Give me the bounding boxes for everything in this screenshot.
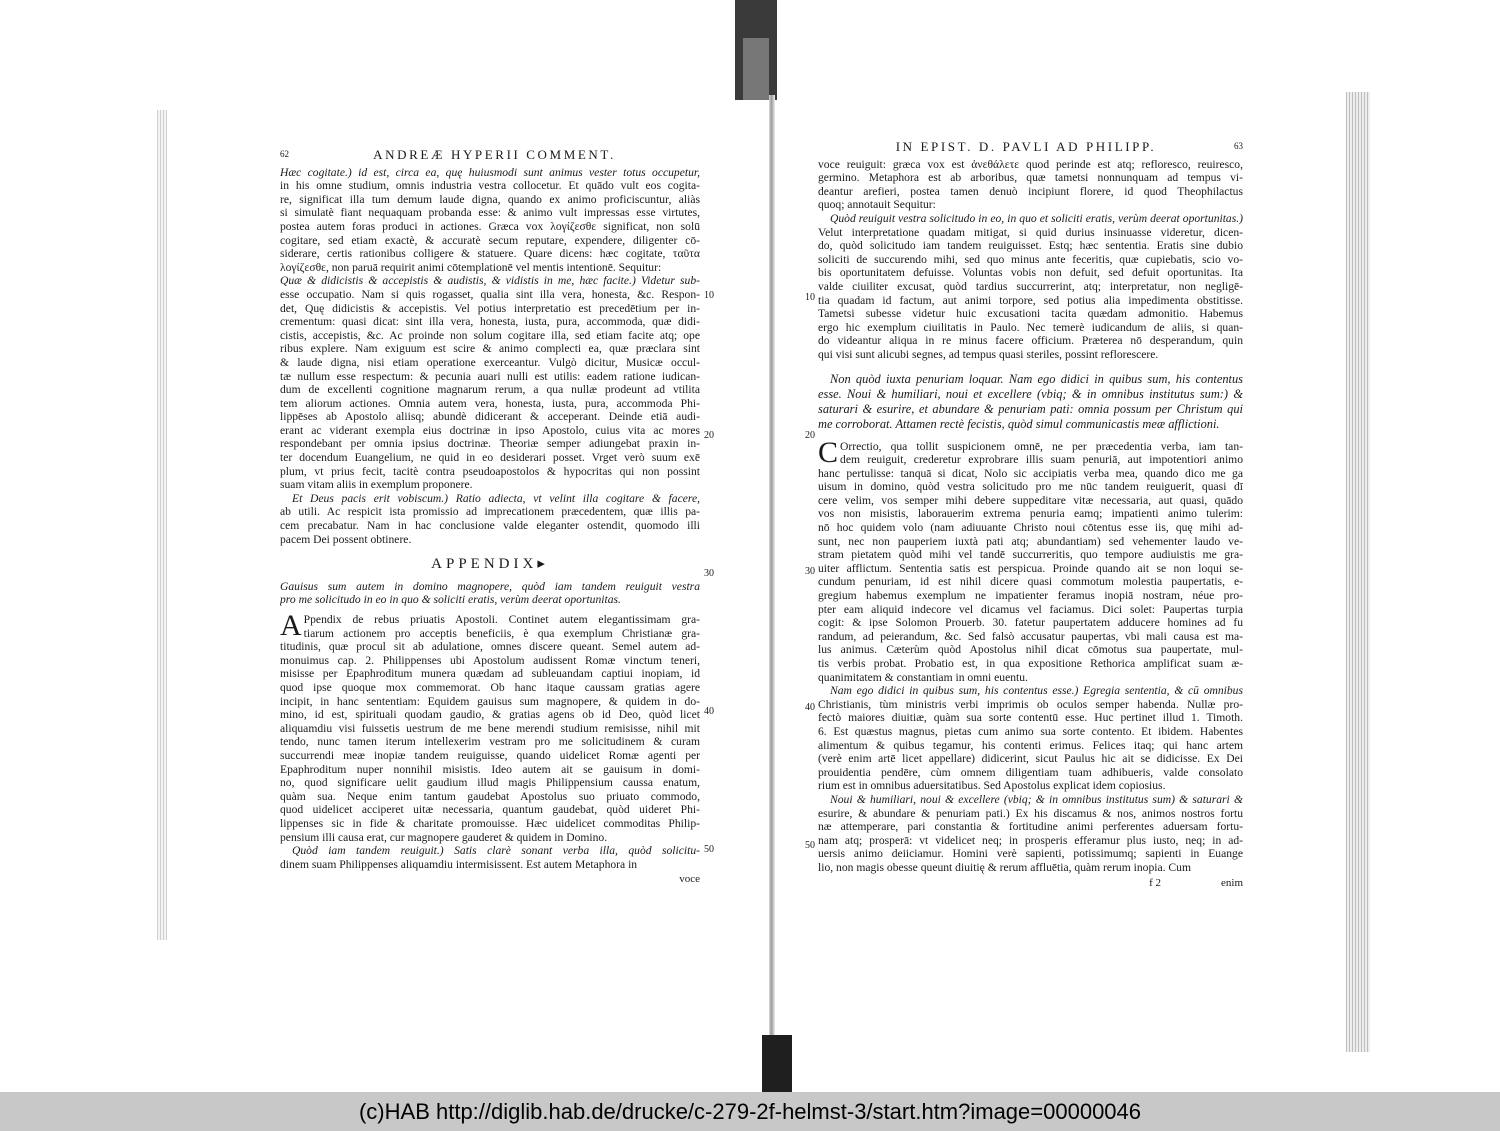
text-line: re, significat illa tum demum laude digna, quando ex animo proficiscuntur, aliàs: [280, 192, 700, 206]
appendix-body-2: [280, 844, 700, 871]
text-line: tendo, nunc tamen iterum intellexerim vestram pro me solicitudinem & curam: [280, 735, 700, 749]
text-line: germino. Metaphora est ab arboribus, quæ tametsi nonnunquam ad tempus vi-: [818, 171, 1243, 185]
text-line: cundum penuriam, id est nihil dicere quasi commotum molestia paupertatis, e-: [818, 575, 1243, 589]
text-line: randum, ad peierandum, &c. Sed falsò accusatur paupertas, vbi mali causa est ma-: [818, 629, 1243, 643]
left-paragraph-3: [280, 492, 700, 546]
text-line: Hæc cogitate.) id est, circa ea, quę huiusmodi sunt animus vester totus occupetur,: [280, 165, 700, 179]
text-line: pter eam aliquid indecore vel dicamus vel faciamus. Dici solet: Paupertas turpia: [818, 602, 1243, 616]
text-line: Et Deus pacis erit vobiscum.) Ratio adiecta, vt velint illa cogitare & facere,: [292, 491, 700, 505]
appendix-body: [280, 609, 700, 844]
text-line: hanc pertulisse: tanquā si dicat, Nolo sic accipiatis verba mea, quando dico me ga: [818, 466, 1243, 480]
text-line: Tametsi subesse videtur huic excusationi tacita quædam admonitio. Habemus: [818, 307, 1243, 321]
appendix-mark: ▸: [537, 556, 549, 573]
text-line: λογίζεσθε, non paruā requirit animi cōtemplationē vel mentis intentionē. Sequitur:: [280, 260, 662, 274]
text-line: lio, non magis obesse queunt diuitię & rerum affluētia, quàm rerum inopia. Cum: [818, 860, 1191, 874]
appendix-title: APPENDIX: [431, 556, 538, 573]
text-line: in his omne studium, omnis industria vestra collocetur. Et quādo vult eos cogita-: [280, 179, 700, 193]
right-margin-number: 50: [805, 840, 815, 851]
text-line: dum de excellenti cognitione magnarum rerum, a qua nullæ prodeunt ad vtilita: [280, 383, 700, 397]
text-line: Quæ & didicistis & accepistis & audistis, & vidistis in me, hæc facite.) Videtur sub-: [280, 274, 700, 288]
left-running-title: ANDREÆ HYPERII COMMENT.: [373, 147, 616, 162]
text-line: bis oportunitatem defuisse. Voluntas vobis non defuit, sed defuit oportunitas. Ita: [818, 266, 1243, 280]
text-line: aliquamdiu visi fuissetis uestrum de me bene merendi studium remisisse, nihil mit: [280, 721, 700, 735]
left-catchword: voce: [679, 873, 700, 886]
text-line: no, quod significare uelit gaudium illud magis Philippensium caussa enatum,: [280, 776, 700, 790]
right-page-number: 63: [1233, 141, 1243, 151]
right-initial: C: [818, 435, 839, 469]
text-line: alimentum & quibus tegamur, his contenti erimus. Felices itaq; qui hanc artem: [818, 738, 1243, 752]
right-paragraph-4: [818, 684, 1243, 793]
text-line: ribus explere. Nam exiguum est scire & animo complecti ea, quæ præclara sint: [280, 342, 700, 356]
text-line: suam vitam aliis in exemplum proponere.: [280, 478, 473, 492]
spine-clip-top: [735, 0, 777, 100]
left-page-edge: [157, 110, 167, 940]
text-line: Non quòd iuxta penuriam loquar. Nam ego didici in quibus sum, his contentus: [830, 371, 1243, 386]
text-line: Quòd iam tandem reuiguit.) Satis clarè sonant verba illa, quòd solicitu-: [292, 844, 700, 858]
text-line: plum, vt prius fecit, tacitè contra pseudoapostolos & hypocritas qui non possint: [280, 464, 700, 478]
text-line: cogitare, sed etiam exactè, & accuratè secum reputare, expendere, diligenter cō-: [280, 233, 700, 247]
appendix-initial: A: [280, 609, 302, 642]
right-catchword: enim: [1221, 876, 1243, 889]
right-lemma: [818, 372, 1243, 432]
right-paragraph-5: [818, 793, 1243, 875]
text-line: me corroborat. Attamen rectè fecistis, quòd simul communicastis meæ afflictioni.: [818, 416, 1220, 431]
text-line: Nam ego didici in quibus sum, his contentus esse.) Egregia sententia, & cū omnibus: [830, 684, 1243, 698]
text-line: stram pietatem quòd mihi vel tandē succurreritis, quo tempore audiuistis me gra-: [818, 548, 1243, 562]
text-line: lippēses ab Apostolo aliisq; abundè didicerant & acceperant. Deinde etiā audi-: [280, 410, 700, 424]
text-line: siderare, certis rationibus colligere & statuere. Quare dicens: hæc cogitate, ταῦτα: [280, 247, 700, 261]
text-line: quanimitatem & constantiam in omni euentu.: [818, 670, 1028, 684]
spine-clip-bottom: [762, 1035, 792, 1092]
right-margin-number: 10: [805, 292, 815, 303]
text-line: gregium habemus exemplum ne impatienter feramus inopiā nostram, néue pro-: [818, 589, 1243, 603]
left-margin-number: 30: [704, 568, 714, 579]
text-line: nam atq; prosperā: vt videlicet neq; in prosperis efferamur plus iusto, neq; in ad-: [818, 833, 1243, 847]
text-line: quàm sua. Neque enim tantum gaudebat Apostolus suo priuato commodo,: [280, 789, 700, 803]
text-line: uisum in domino, quòd vestra solicitudo pro me nūc tandem reuiguerit, quasi dī: [818, 480, 1243, 494]
text-line: nō hoc quidem volo (nam adiuuante Christo noui cōtentus esse iis, quę mihi ad-: [818, 521, 1243, 535]
text-line: pro me solicitudo in eo in quo & soliciti eratis, verùm deerat oportunitas.: [280, 593, 621, 607]
text-line: quoq; annotauit Sequitur:: [818, 198, 936, 212]
text-line: uersis animo deiiciamur. Homini verè sapienti, potissimumq; sapienti in Euange: [818, 847, 1243, 861]
text-line: titudinis, quæ procul sit ab adulatione, omnes discere queant. Semel autem ad-: [280, 640, 700, 654]
right-paragraph-3: [818, 435, 1243, 685]
text-line: dem reuiguit, crederetur exprobrare illis suam penuriā, aut impotentiori animo: [840, 453, 1243, 467]
text-line: quod ipse quoque mox commemorat. Ob hanc itaque caussam gratias agere: [280, 680, 700, 694]
text-line: Quòd reuiguit vestra solicitudo in eo, in quo et soliciti eratis, verùm deerat oportunitas.): [830, 211, 1243, 225]
text-line: erant ac viderant exempla eius doctrinæ in ipso Apostolo, cuius vita ac mores: [280, 423, 700, 437]
left-margin-number: 40: [704, 706, 714, 717]
text-line: sunt, nec non pauperiem iuxtà pati atq; abundantiam) sed vehementer laudo ve-: [818, 534, 1243, 548]
right-running-head: [818, 140, 1243, 154]
text-line: tia quadam id factum, aut animi torpore, sed potius alia impedimenta obstitisse.: [818, 293, 1243, 307]
left-margin-number: 10: [704, 290, 714, 301]
text-line: respondebant per omnia ipsius doctrinæ. Theoriæ semper adiungebat praxin in-: [280, 437, 700, 451]
text-line: ergo hic exemplum ciuilitatis in Paulo. Nec temerè iudicandum de aliis, si quan-: [818, 320, 1243, 334]
signature-mark: f 2: [1149, 876, 1161, 889]
right-page: [818, 140, 1243, 890]
text-line: tæ nullum esse respectum: & pecunia auari nulli est utilis: eadem ratione iudican-: [280, 369, 700, 383]
text-line: esse occupatio. Nam si quis rogasset, qualia sint illa vera, honesta, &c. Respon-: [280, 287, 700, 301]
footer-credit: (c)HAB http://diglib.hab.de/drucke/c-279-2f-helmst-3/start.htm?image=00000046: [358, 1098, 1142, 1124]
left-running-head: [280, 148, 700, 162]
text-line: pacem Dei possent obtinere.: [280, 532, 412, 546]
text-line: & laude digna, nisi etiam operatione exerceantur. Vulgò dicitur, Musicæ occul-: [280, 355, 700, 369]
text-line: cere velim, vos semper mihi debere suppeditare vitæ necessaria, aut quasi, quādo: [818, 493, 1243, 507]
text-line: succurrendi meæ inopiæ tandem reuiguisse, quando uidelicet Romæ agenti per: [280, 748, 700, 762]
appendix-lemma: [280, 580, 700, 607]
right-paragraph-2: [818, 212, 1243, 362]
text-line: do, quòd solicitudo iam tandem reuiguisset. Estq; hæc sententia. Eratis sine dubio: [818, 239, 1243, 253]
text-line: Velut interpretatione quadam mitigat, si quid durius insinuasse videretur, dicen-: [818, 225, 1243, 239]
right-margin-number: 30: [805, 566, 815, 577]
text-line: næ attemperare, pari constantia & fortitudine animi perferentes aduersam fortu-: [818, 820, 1243, 834]
text-line: tem aliorum actiones. Omnia autem vera, honesta, iusta, pura, accommoda Phi-: [280, 396, 700, 410]
text-line: esse. Noui & humiliari, noui et excellere (vbiq; & in omnibus institutus sum:) &: [818, 386, 1243, 401]
text-line: misisse per Epaphroditum munera quædam ad subleuandam captiui inopiam, id: [280, 667, 700, 681]
text-line: 6. Est quæstus magnus, pietas cum animo sua sorte contento. Et ibidem. Habentes: [818, 724, 1243, 738]
text-line: (verè enim artē licet appellare) didicerint, sicut Paulus hic ait se didicisse. Ex Dei: [818, 752, 1243, 766]
left-paragraph-2: [280, 274, 700, 492]
text-line: prouidentia pendēre, cùm omnem diligentiam tuam adhibueris, valde consolato: [818, 765, 1243, 779]
text-line: vos non misistis, laborauerim extrema penuria eamq; impatienti animo tulerim:: [818, 507, 1243, 521]
text-line: tiarum actionem pro acceptis beneficiis, è qua exemplum Christianæ gra-: [303, 626, 700, 640]
right-page-edge: [1346, 92, 1370, 1052]
left-paragraph-1: [280, 166, 700, 275]
appendix-heading: [280, 558, 700, 572]
text-line: mino, id est, spirituali quodam gaudio, & gratias agens ob id Deo, quòd licet: [280, 708, 700, 722]
text-line: incipit, in hanc sententiam: Equidem gauisus sum magnopere, & quidem in do-: [280, 694, 700, 708]
text-line: quod uidelicet acciperet uitæ necessaria, quantum gaudebat, quòd uideret Phi-: [280, 803, 700, 817]
book-gutter: [769, 95, 775, 1055]
text-line: esurire, & abundare & penuriam pati.) Ex his discamus & nos, animos nostros fortu: [818, 806, 1243, 820]
left-page-number: 62: [280, 149, 289, 159]
text-line: fectò maiores diuitiæ, quàm sua sorte contentū esse. Huc pertinet illud 1. Timoth.: [818, 711, 1243, 725]
text-line: lus animus. Cæterùm quòd Apostolus nihil dicat cōmotus sua paupertate, mul-: [818, 643, 1243, 657]
text-line: det, Quę didicistis & accepistis. Vel potius interpretatio est precedētium per in-: [280, 301, 700, 315]
text-line: si simulatè fiant nequaquam probanda esse: & animo vult impressas esse virtutes,: [280, 206, 700, 220]
left-page: [280, 148, 700, 887]
text-line: Gauisus sum autem in domino magnopere, quòd iam tandem reuiguit vestra: [280, 579, 700, 593]
text-line: tis verbis probat. Probatio est, in qua expositione Rethorica amplificat suam æ-: [818, 657, 1243, 670]
right-margin-number: 40: [805, 702, 815, 713]
right-margin-number: 20: [805, 430, 815, 441]
text-line: monuimus cap. 2. Philippenses ubi Apostolum audissent Romæ vinctum teneri,: [280, 653, 700, 667]
text-line: Epaphroditum nuper nonnihil misistis. Ideo autem ait se gauisum in domi-: [280, 762, 700, 776]
right-paragraph-3-lines: [818, 435, 1243, 685]
text-line: saturari & esurire, et abundare & penuriam pati: omnia possum per Christum qui: [818, 401, 1243, 416]
text-line: Orrectio, qua tollit suspicionem omnē, ne per præcedentia verba, iam tan-: [840, 439, 1243, 453]
text-line: cogit: & ipse Solomon Prouerb. 30. fatetur paupertatem adducere homines ad fu: [818, 616, 1243, 630]
text-line: Ppendix de rebus priuatis Apostoli. Continet autem elegantissimam gra-: [303, 613, 700, 626]
left-margin-number: 50: [704, 844, 714, 855]
text-line: crementum: quasi dicat: sint illa vera, honesta, iusta, pura, accommoda, quæ didi-: [280, 315, 700, 329]
text-line: rium est in omnibus aduersitatibus. Sed Apostolus explicat idem copiosius.: [818, 779, 1166, 793]
text-line: pensium illi causa erat, cur magnopere gauderet & quidem in Domino.: [280, 830, 608, 844]
text-line: ab utili. Ac respicit ista promissio ad imprecationem præcedentem, quæ illis pa-: [280, 505, 700, 519]
text-line: voce reuiguit: græca vox est ἀνεθάλετε quod perinde est atq; refloresco, reuiresco,: [818, 157, 1243, 171]
text-line: soliciti de succurendo mihi, sed quo minus ante feceritis, quæ cupiebatis, scio vo-: [818, 252, 1243, 266]
text-line: ter docendum Euangelium, ne quid in eo desiderari posset. Vrget verò suum exē: [280, 451, 700, 465]
text-line: lippenses sic in fide & charitate promouisse. Hæc uidelicet commoditas Philip-: [280, 816, 700, 830]
right-running-title: IN EPIST. D. PAVLI AD PHILIPP.: [895, 139, 1157, 154]
text-line: do videantur aliqua in re minus facere officium. Præterea nō desperandum, quin: [818, 334, 1243, 348]
text-line: Christianis, tùm ministris verbi imprimis ob oculos semper habenda. Nullæ pro-: [818, 697, 1243, 711]
right-signature-line: [818, 877, 1243, 891]
text-line: uiter afflictum. Sententia satis est perspicua. Proinde quando ait se non loqui se-: [818, 561, 1243, 575]
text-line: cistis, accepistis, &c. Ac proinde non solum cogitare illa, sed etiam facite atq; ope: [280, 328, 700, 342]
text-line: deantur arefieri, postea tamen denuò incipiunt florere, id quod Theophilactus: [818, 184, 1243, 198]
text-line: Noui & humiliari, noui & excellere (vbiq; & in omnibus institutus sum) & saturari &: [830, 792, 1243, 806]
right-paragraph-1: [818, 158, 1243, 212]
text-line: cem precabatur. Nam in hac conclusione valde eleganter ostendit, quomodo illi: [280, 519, 700, 533]
copyright-footer: [0, 1092, 1500, 1131]
text-line: postea autem foras produci in actiones. Græca vox λογίζεσθε significat, non solū: [280, 219, 700, 233]
text-line: qui visi sunt alicubi segnes, ad tempus quasi steriles, possint reflorescere.: [818, 347, 1159, 361]
text-line: valde ciuiliter excusat, quòd tardius succurrerint, atq; interpretatur, non negligē-: [818, 279, 1243, 293]
text-line: dinem suam Philippenses aliquamdiu intermisissent. Est autem Metaphora in: [280, 857, 638, 871]
left-margin-number: 20: [704, 430, 714, 441]
appendix-body-lines: [280, 609, 700, 844]
left-catchword-line: [280, 873, 700, 887]
